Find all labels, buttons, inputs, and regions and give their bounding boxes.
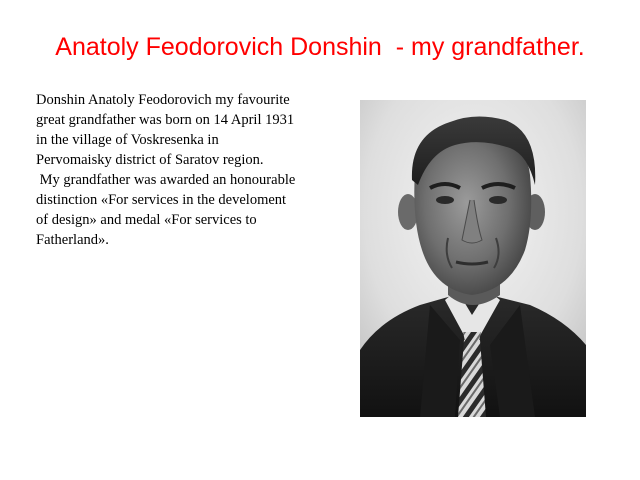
- text-line: of design» and medal «For services to: [36, 212, 257, 228]
- biography-paragraph-birth: [36, 90, 336, 170]
- text-line: Fatherland».: [36, 232, 109, 248]
- slide-title: Anatoly Feodorovich Donshin - my grandfather.: [55, 33, 585, 61]
- text-line: My grandfather was awarded an honourable: [36, 172, 296, 188]
- biography-text: [36, 90, 336, 250]
- text-line: distinction «For services in the develoment: [36, 192, 287, 208]
- biography-paragraph-awards: [36, 170, 336, 250]
- text-line: in the village of Voskresenka in: [36, 132, 219, 148]
- portrait-photo: [360, 100, 586, 417]
- text-line: Pervomaisky district of Saratov region.: [36, 152, 264, 168]
- text-line: great grandfather was born on 14 April 1931: [36, 112, 295, 128]
- text-line: Donshin Anatoly Feodorovich my favourite: [36, 92, 290, 108]
